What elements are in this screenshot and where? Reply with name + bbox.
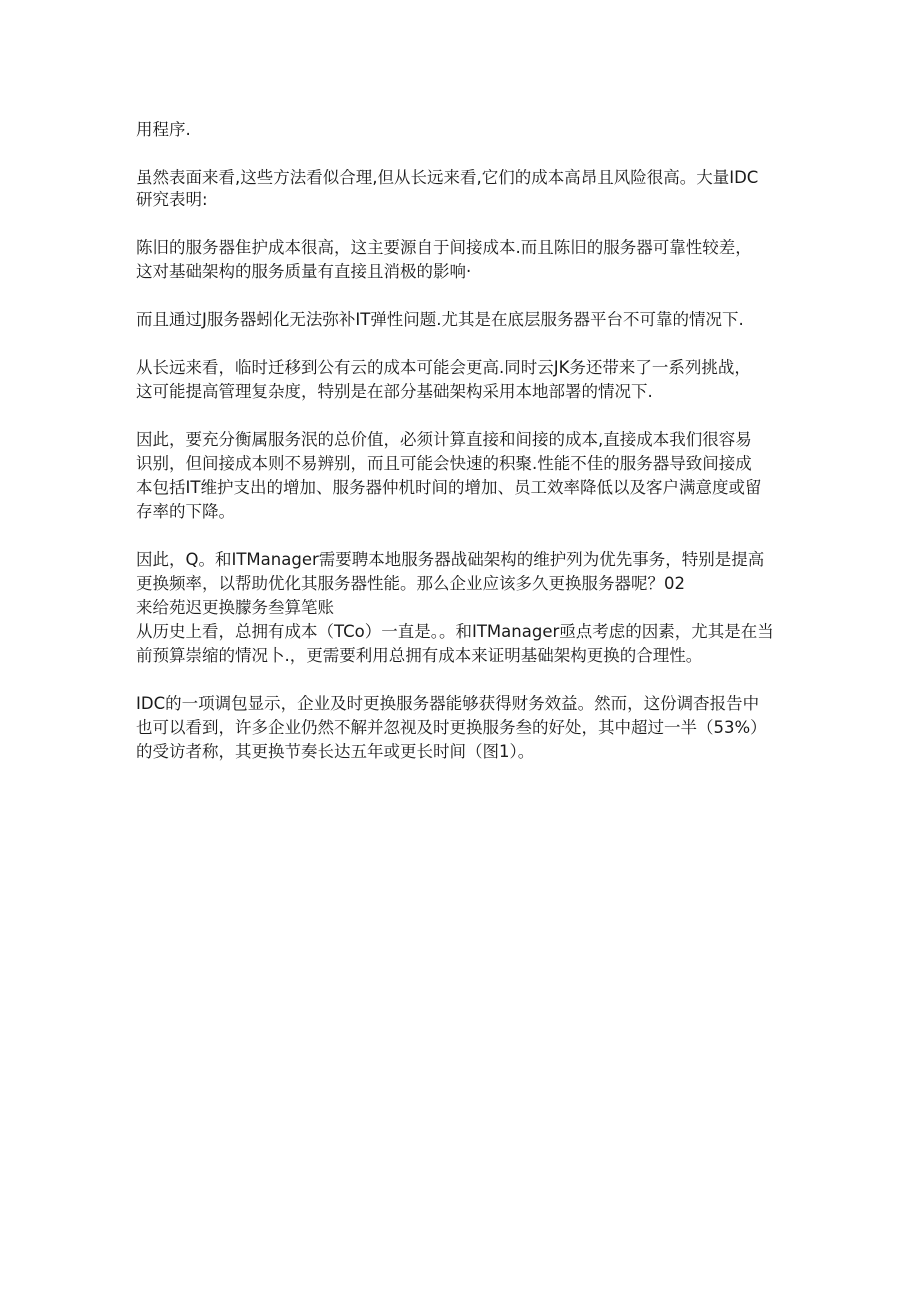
text-line: 本包括IT维护支出的增加、服务器仲机时间的增加、员工效率降低以及客户满意度或留 [136, 478, 762, 497]
text-line: 用程序. [136, 120, 191, 139]
text-line: 陈旧的服务器隹护成本很高，这主要源自于间接成本.而且陈旧的服务器可靠性较差， [136, 238, 752, 257]
text-line: 的受访者称，其更换节奏长达五年或更长时间（图1）。 [136, 742, 535, 761]
text-line: 前预算崇缩的情况卜.，更需要利用总拥有成本来证明基础架构更换的合理性。 [136, 646, 703, 665]
text-line: 因此，Q。和ITManager需要聘本地服务器战础架构的维护列为优先事务，特别是提高 [136, 550, 765, 569]
text-line: 这对基础架构的服务质量有直接且消极的影响· [136, 262, 472, 281]
text-line: 从历史上看，总拥有成本（TCo）一直是。。和ITManager亟点考虑的因素，尤其是在当 [136, 622, 774, 641]
text-line: 虽然表面来看,这些方法看似合理,但从长远来看,它们的成本高昂且风险很高。大量IDC [136, 168, 759, 187]
text-line: 识别，但间接成本则不易辨别，而且可能会快速的积聚.性能不佳的服务器导致间接成 [136, 454, 752, 473]
text-line: IDC的一项调包显示，企业及时更换服务器能够获得财务效益。然而，这份调杳报告中 [136, 694, 760, 713]
text-line: 更换频率，以帮助优化其服务器性能。那么企业应该多久更换服务器呢？02 [136, 574, 685, 593]
text-line: 存率的下降。 [136, 502, 235, 521]
text-line: 研究表明: [136, 190, 208, 209]
text-line: 这可能提高管理复杂度，特别是在部分基础架构采用本地部署的情况下. [136, 382, 653, 401]
text-line: 而且通过J服务器蚓化无法弥补IT弹性问题.尤其是在底层服务器平台不可靠的情况下. [136, 310, 744, 329]
text-line: 来给苑迟更换朦务叁算笔账 [136, 598, 334, 617]
text-line: 因此，要充分衡属服务泯的总价值，必须计算直接和间接的成本,直接成本我们很容易 [136, 430, 752, 449]
text-line: 从长远来看，临时迁移到公有云的成本可能会更高.同时云JK务还带来了一系列挑战， [136, 358, 751, 377]
text-line: 也可以看到，许多企业仍然不解并忽视及时更换服务叁的好处，其中超过一半（53%） [136, 718, 767, 737]
